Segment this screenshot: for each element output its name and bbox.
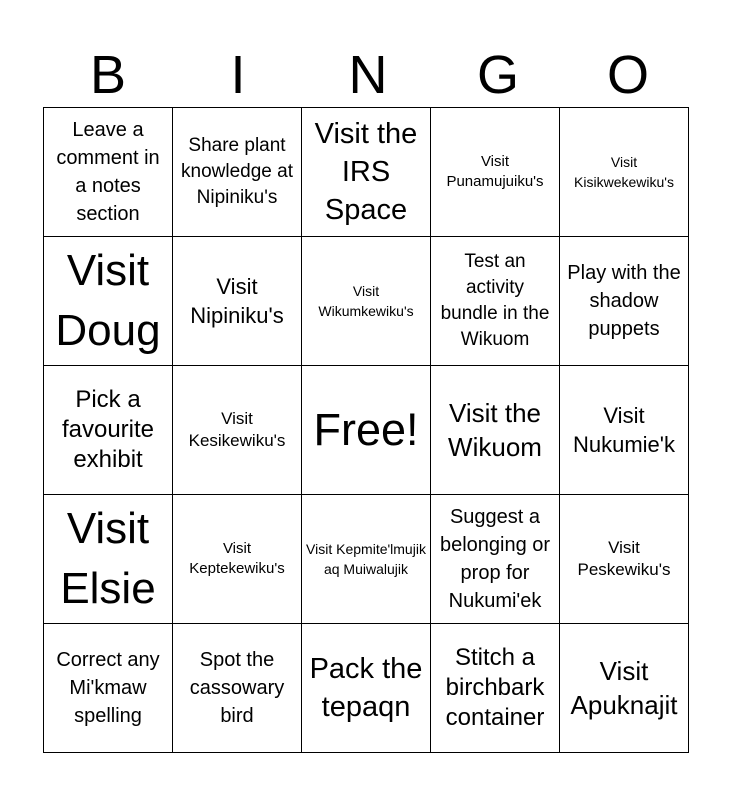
header-letter-g: G <box>476 45 519 105</box>
bingo-cell[interactable] <box>431 237 560 366</box>
bingo-cell[interactable] <box>560 495 689 624</box>
bingo-cell[interactable] <box>302 108 431 237</box>
bingo-cell[interactable] <box>173 624 302 753</box>
cell-text: Visit Keptekewiku's <box>189 540 285 577</box>
cell-text: Visit Kesikewiku's <box>188 409 286 450</box>
bingo-cell[interactable] <box>44 366 173 495</box>
bingo-header <box>43 40 693 110</box>
bingo-cell[interactable] <box>173 495 302 624</box>
free-cell[interactable] <box>302 366 431 495</box>
board-row <box>44 108 689 237</box>
header-letter-b: B <box>89 45 127 105</box>
cell-text: Correct any Mi'kmaw spelling <box>56 649 160 727</box>
cell-text: Visit Nukumie'k <box>572 403 675 457</box>
bingo-cell[interactable] <box>44 108 173 237</box>
cell-text: Visit the IRS Space <box>314 118 418 226</box>
cell-text: Visit the Wikuom <box>448 398 542 462</box>
bingo-cell[interactable] <box>560 237 689 366</box>
cell-text: Visit Punamujuiku's <box>446 153 544 190</box>
cell-text: Visit Kisikwekewiku's <box>574 154 674 190</box>
bingo-cell[interactable] <box>560 624 689 753</box>
cell-text: Visit Apuknajit <box>570 656 678 720</box>
cell-text: Free! <box>313 404 419 455</box>
bingo-cell[interactable] <box>173 237 302 366</box>
cell-text: Visit Wikumkewiku's <box>318 283 414 319</box>
cell-text: Visit Elsie <box>60 504 156 613</box>
bingo-cell[interactable] <box>431 366 560 495</box>
board-row <box>44 237 689 366</box>
bingo-cell[interactable] <box>302 237 431 366</box>
header-letter-o: O <box>606 45 649 105</box>
cell-text: Play with the shadow puppets <box>567 262 681 340</box>
cell-text: Leave a comment in a notes section <box>56 119 160 225</box>
bingo-cell[interactable] <box>431 108 560 237</box>
board-row <box>44 366 689 495</box>
cell-text: Pick a favourite exhibit <box>61 386 155 473</box>
bingo-cell[interactable] <box>44 237 173 366</box>
cell-text: Spot the cassowary bird <box>189 649 285 727</box>
cell-text: Suggest a belonging or prop for Nukumi'ek <box>439 506 551 612</box>
bingo-cell[interactable] <box>44 624 173 753</box>
bingo-cell[interactable] <box>173 366 302 495</box>
bingo-cell[interactable] <box>302 495 431 624</box>
bingo-cell[interactable] <box>431 495 560 624</box>
cell-text: Visit Nipiniku's <box>190 274 284 328</box>
bingo-cell[interactable] <box>173 108 302 237</box>
cell-text: Test an activity bundle in the Wikuom <box>440 251 550 350</box>
board-row <box>44 624 689 753</box>
cell-text: Pack the tepaqn <box>309 653 423 723</box>
bingo-cell[interactable] <box>431 624 560 753</box>
bingo-cell[interactable] <box>44 495 173 624</box>
header-letter-i: I <box>230 45 246 105</box>
cell-text: Visit Doug <box>55 246 161 355</box>
board-row <box>44 495 689 624</box>
bingo-cell[interactable] <box>560 366 689 495</box>
bingo-board <box>43 107 689 753</box>
bingo-cell[interactable] <box>560 108 689 237</box>
cell-text: Stitch a birchbark container <box>445 644 545 731</box>
bingo-cell[interactable] <box>302 624 431 753</box>
cell-text: Visit Peskewiku's <box>577 538 671 579</box>
cell-text: Visit Kepmite'lmujik aq Muiwalujik <box>306 541 426 577</box>
cell-text: Share plant knowledge at Nipiniku's <box>181 135 293 208</box>
header-letter-n: N <box>348 45 388 105</box>
